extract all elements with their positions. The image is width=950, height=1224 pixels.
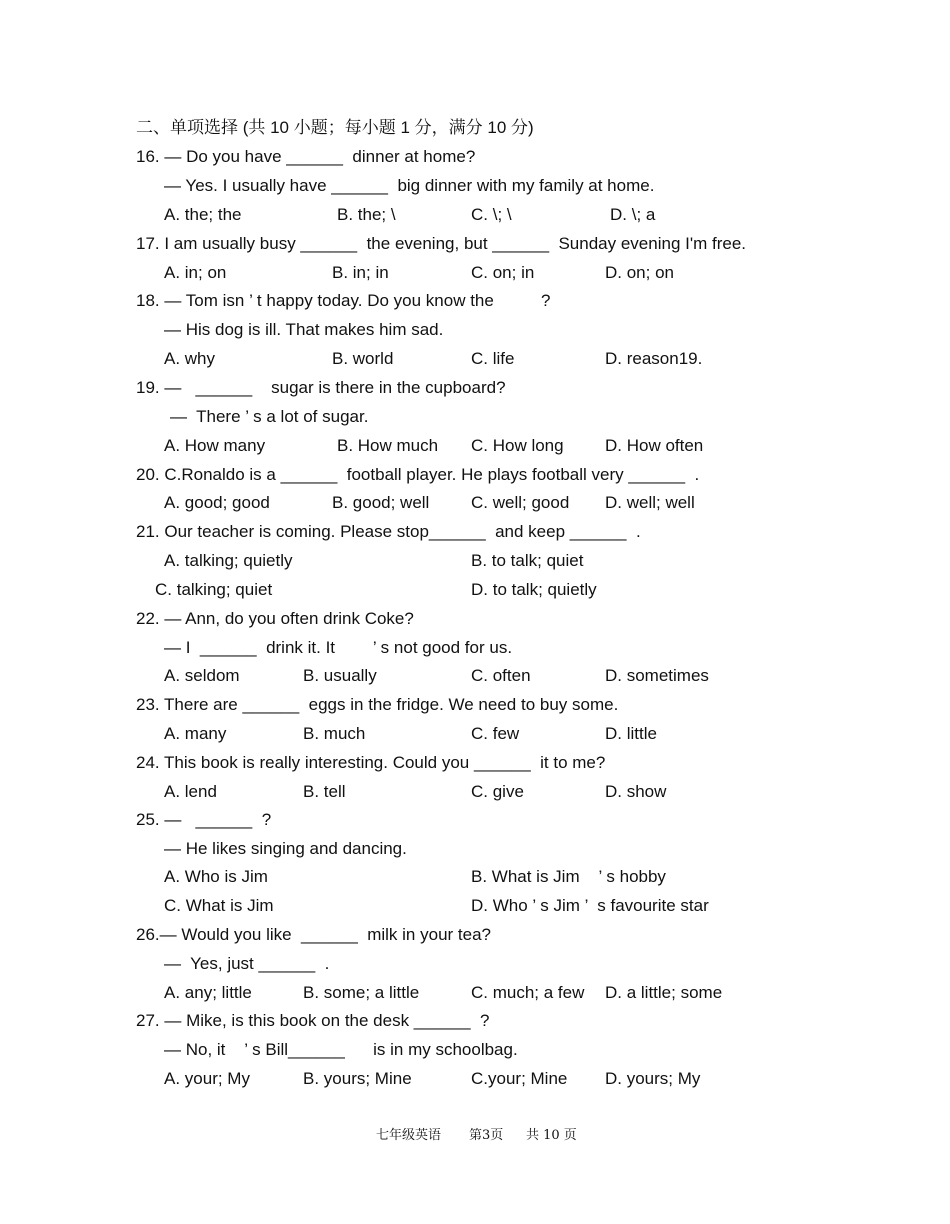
question-line: — Yes, just ______ . xyxy=(164,954,330,973)
option-a: A. seldom xyxy=(164,666,240,685)
question-line: — His dog is ill. That makes him sad. xyxy=(164,320,444,339)
footer-page-number: 第3页 xyxy=(469,1128,504,1143)
option-c: C.your; Mine xyxy=(471,1069,568,1088)
question-stem: 21. Our teacher is coming. Please stop______ and keep ______ . xyxy=(136,522,641,541)
option-b: B. What is Jim ’ s hobby xyxy=(471,867,666,886)
question-line: — There ’ s a lot of sugar. xyxy=(170,407,369,426)
option-c: C. give xyxy=(471,782,524,801)
option-d: D. \; a xyxy=(610,205,656,224)
option-a: A. why xyxy=(164,349,216,368)
question-stem: 19. — ______ sugar is there in the cupboard? xyxy=(136,378,506,397)
option-a: A. in; on xyxy=(164,263,227,282)
option-c: C. much; a few xyxy=(471,983,585,1002)
question-stem: 18. — Tom isn ’ t happy today. Do you know the ? xyxy=(136,291,551,310)
option-d: D. reason19. xyxy=(605,349,703,368)
option-b: B. much xyxy=(303,724,366,743)
option-d: D. yours; My xyxy=(605,1069,701,1088)
question-stem: 17. I am usually busy ______ the evening, but ______ Sunday evening I'm free. xyxy=(136,234,746,253)
option-a: A. Who is Jim xyxy=(164,867,268,886)
question-stem: 22. — Ann, do you often drink Coke? xyxy=(136,609,414,628)
question-line: — No, it ’ s Bill______ is in my schoolbag. xyxy=(164,1040,518,1059)
option-d: D. a little; some xyxy=(605,983,723,1002)
option-a: A. How many xyxy=(164,436,266,455)
option-d: D. sometimes xyxy=(605,666,709,685)
option-c: C. life xyxy=(471,349,515,368)
question-stem: 24. This book is really interesting. Could you ______ it to me? xyxy=(136,753,606,772)
option-b: B. in; in xyxy=(332,263,389,282)
question-stem: 16. — Do you have ______ dinner at home? xyxy=(136,147,476,166)
option-a: A. your; My xyxy=(164,1069,250,1088)
option-a: A. any; little xyxy=(164,983,252,1002)
section-title: 二、单项选择 (共 10 小题；每小题 1 分，满分 10 分) xyxy=(136,118,534,137)
option-a: A. good; good xyxy=(164,493,270,512)
option-c: C. on; in xyxy=(471,263,535,282)
option-d: D. little xyxy=(605,724,657,743)
question-stem: 20. C.Ronaldo is a ______ football player. He plays football very ______ . xyxy=(136,465,700,484)
option-a: A. lend xyxy=(164,782,217,801)
option-b: B. How much xyxy=(337,436,439,455)
question-stem: 25. — ______ ? xyxy=(136,810,272,829)
option-a: A. many xyxy=(164,724,227,743)
option-d: D. well; well xyxy=(605,493,695,512)
option-b: B. yours; Mine xyxy=(303,1069,412,1088)
option-a: A. the; the xyxy=(164,205,242,224)
option-d: D. on; on xyxy=(605,263,674,282)
option-b: B. tell xyxy=(303,782,346,801)
option-a: A. talking; quietly xyxy=(164,551,293,570)
question-line: — He likes singing and dancing. xyxy=(164,839,407,858)
option-c: C. How long xyxy=(471,436,564,455)
option-b: B. good; well xyxy=(332,493,430,512)
option-d: D. How often xyxy=(605,436,704,455)
option-d: D. Who ’ s Jim ’ s favourite star xyxy=(471,896,709,915)
question-stem: 27. — Mike, is this book on the desk ______ ? xyxy=(136,1011,490,1030)
option-b: B. the; \ xyxy=(337,205,396,224)
option-d: D. to talk; quietly xyxy=(471,580,597,599)
question-stem: 23. There are ______ eggs in the fridge. We need to buy some. xyxy=(136,695,619,714)
option-c: C. What is Jim xyxy=(164,896,274,915)
option-c: C. often xyxy=(471,666,531,685)
option-c: C. well; good xyxy=(471,493,570,512)
option-c: C. few xyxy=(471,724,520,743)
question-line: — Yes. I usually have ______ big dinner with my family at home. xyxy=(164,176,655,195)
option-c: C. talking; quiet xyxy=(155,580,273,599)
question-stem: 26.— Would you like ______ milk in your tea? xyxy=(136,925,491,944)
option-b: B. some; a little xyxy=(303,983,420,1002)
option-b: B. usually xyxy=(303,666,377,685)
option-b: B. world xyxy=(332,349,394,368)
option-d: D. show xyxy=(605,782,667,801)
footer-total-pages: 共 10 页 xyxy=(526,1128,577,1143)
footer-subject: 七年级英语 xyxy=(376,1128,442,1143)
question-line: — I ______ drink it. It ’ s not good for us. xyxy=(164,638,513,657)
option-b: B. to talk; quiet xyxy=(471,551,584,570)
option-c: C. \; \ xyxy=(471,205,512,224)
